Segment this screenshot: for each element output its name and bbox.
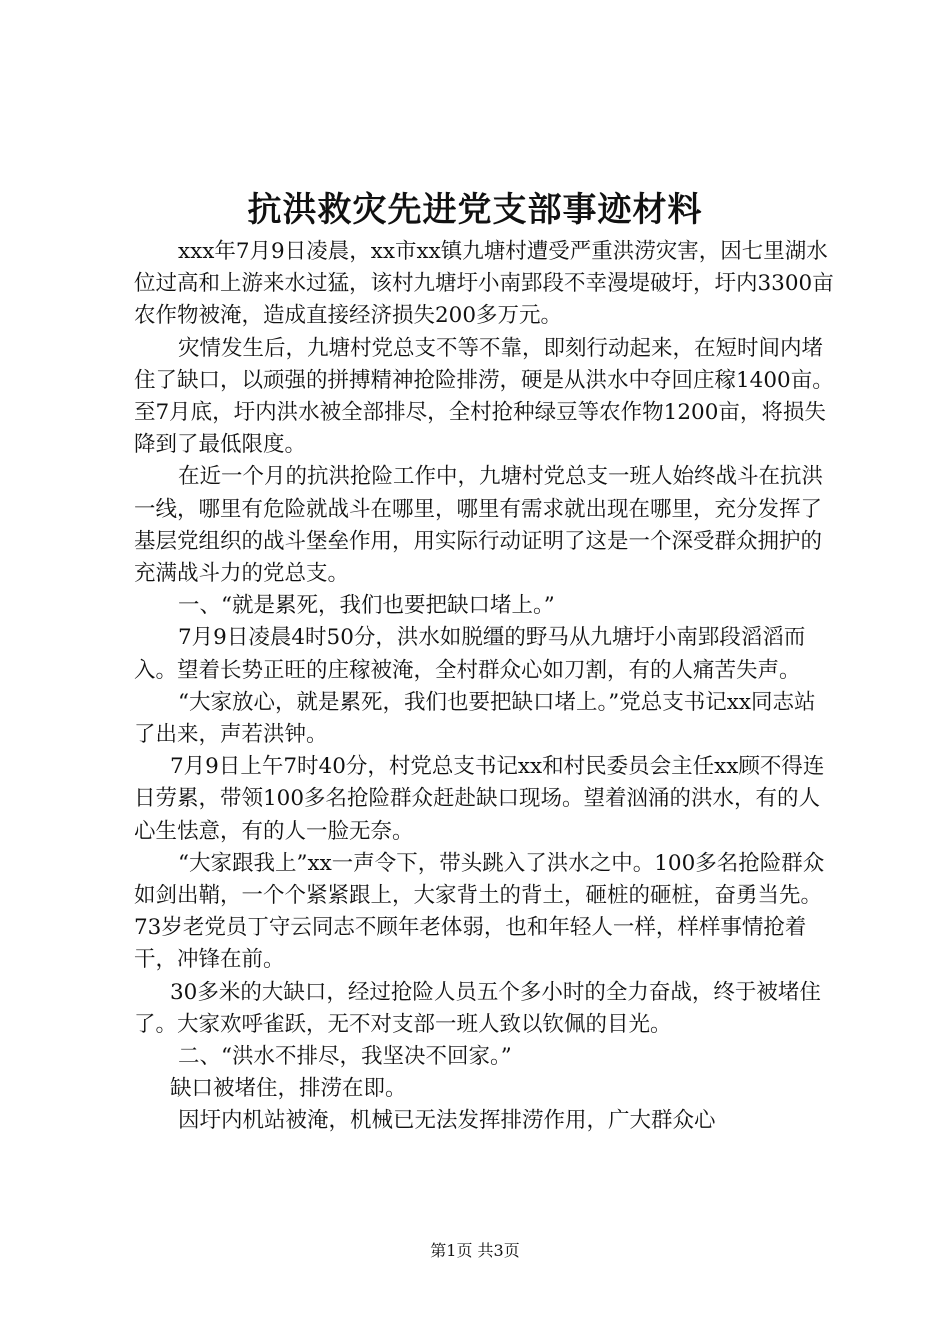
section-heading: 一、“就是累死，我们也要把缺口堵上。”	[178, 593, 555, 619]
paragraph: “大家放心，就是累死，我们也要把缺口堵上。”党总支书记xx同志站了出来，声若洪钟。	[134, 689, 816, 748]
paragraph: 在近一个月的抗洪抢险工作中，九塘村党总支一班人始终战斗在抗洪一线，哪里有危险就战斗在哪里，哪里有需求就出现在哪里，充分发挥了基层党组织的战斗堡垒作用，用实际行动证明了这是一个深受群众拥护的充满战斗力的党总支。	[134, 464, 824, 587]
paragraph: 30多米的大缺口，经过抢险人员五个多小时的全力奋战，终于被堵住了。大家欢呼雀跃，无不对支部一班人致以钦佩的目光。	[134, 979, 821, 1037]
document-title: 抗洪救灾先进党支部事迹材料	[247, 190, 703, 230]
paragraph: 7月9日凌晨4时50分，洪水如脱缰的野马从九塘圩小南郢段滔滔而入。望着长势正旺的庄稼被淹，全村群众心如刀割，有的人痛苦失声。	[134, 625, 806, 683]
paragraph: xxx年7月9日凌晨，xx市xx镇九塘村遭受严重洪涝灾害，因七里湖水位过高和上游来水过猛，该村九塘圩小南郢段不幸漫堤破圩，圩内3300亩农作物被淹，造成直接经济损失200多万元。	[134, 239, 834, 329]
paragraph: 7月9日上午7时40分，村党总支书记xx和村民委员会主任xx顾不得连日劳累，带领100多名抢险群众赶赴缺口现场。望着汹涌的洪水，有的人心生怯意，有的人一脸无奈。	[134, 754, 825, 844]
paragraph: “大家跟我上”xx一声令下，带头跳入了洪水之中。100多名抢险群众如剑出鞘，一个个紧紧跟上，大家背土的背土，砸桩的砸桩，奋勇当先。73岁老党员丁守云同志不顾年老体弱，也和年轻人一样，样样事情抢着干，冲锋在前。	[134, 850, 825, 973]
paragraph: 因圩内机站被淹，机械已无法发挥排涝作用，广大群众心	[178, 1108, 716, 1134]
paragraph: 缺口被堵住，排涝在即。	[170, 1076, 407, 1102]
section-heading: 二、“洪水不排尽，我坚决不回家。”	[178, 1044, 512, 1070]
paragraph: 灾情发生后，九塘村党总支不等不靠，即刻行动起来，在短时间内堵住了缺口，以顽强的拼搏精神抢险排涝，硬是从洪水中夺回庄稼1400亩。至7月底，圩内洪水被全部排尽，全村抢种绿豆等农作物1200亩，将损失降到了最低限度。	[134, 335, 834, 458]
page-number: 第1页 共3页	[430, 1241, 520, 1260]
document-body	[134, 236, 834, 1138]
